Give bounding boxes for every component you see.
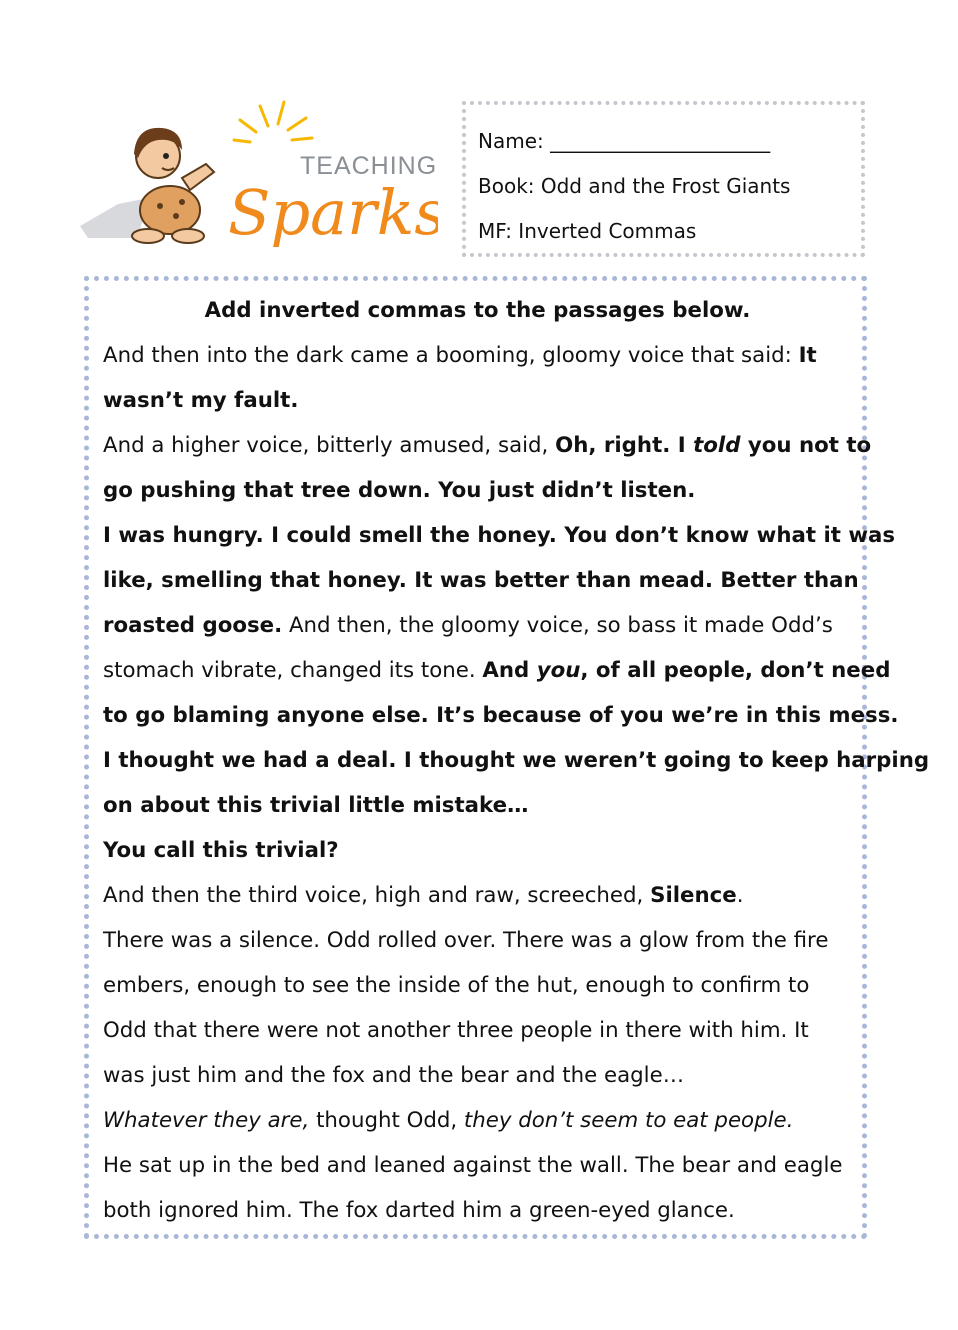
narration-text: both ignored him. The fox darted him a green-eyed glance.	[103, 1198, 735, 1223]
narration-text: There was a silence. Odd rolled over. There was a glow from the fire	[103, 928, 829, 953]
narration-text: thought Odd,	[309, 1108, 464, 1133]
passage-line	[103, 603, 852, 648]
passage-line	[103, 333, 852, 378]
passage-line	[103, 423, 872, 468]
passage-line	[103, 1053, 852, 1098]
speech-text: I thought we had a deal. I thought we weren’t going to keep harping	[103, 748, 930, 773]
passage-line	[103, 873, 852, 918]
instruction-heading: Add inverted commas to the passages below.	[204, 298, 751, 323]
narration-text: He sat up in the bed and leaned against the wall. The bear and eagle	[103, 1153, 843, 1178]
passage-line	[103, 918, 852, 963]
passage-line	[103, 738, 930, 783]
emphasis-text: you	[536, 658, 581, 683]
thought-text: they don’t seem to eat people.	[463, 1108, 794, 1133]
caveman-icon	[132, 128, 214, 243]
logo-word-sparks: Sparks	[228, 176, 438, 248]
speech-text: Oh, right. I	[555, 433, 694, 458]
narration-text: And then the third voice, high and raw, screeched,	[103, 883, 651, 908]
narration-text: And a higher voice, bitterly amused, said,	[103, 433, 556, 458]
speech-text: you not to	[740, 433, 872, 458]
passage-line	[103, 828, 852, 873]
book-line: Book: Odd and the Frost Giants	[478, 174, 791, 198]
speech-text: I was hungry. I could smell the honey. You don’t know what it was	[103, 523, 896, 548]
speech-text: It	[798, 343, 817, 368]
passage-line	[103, 1098, 852, 1143]
speech-text: go pushing that tree down. You just didn’t listen.	[103, 478, 696, 503]
narration-text: And then into the dark came a booming, gloomy voice that said:	[103, 343, 799, 368]
passage-line	[103, 558, 859, 603]
logo-graphic	[78, 98, 438, 248]
narration-text: embers, enough to see the inside of the hut, enough to confirm to	[103, 973, 810, 998]
passage-line	[103, 648, 891, 693]
passage-line	[103, 513, 896, 558]
speech-text: , of all people, don’t need	[580, 658, 891, 683]
narration-text: Odd that there were not another three people in there with him. It	[103, 1018, 809, 1043]
speech-text: wasn’t my fault.	[103, 388, 299, 413]
narration-text: was just him and the fox and the bear and the eagle…	[103, 1063, 684, 1088]
speech-text: like, smelling that honey. It was better than mead. Better than	[103, 568, 859, 593]
passage-box	[84, 276, 930, 1239]
name-line: Name: ______________________	[478, 129, 771, 153]
passage-line	[103, 1143, 852, 1188]
speech-text: roasted goose.	[103, 613, 283, 638]
sparkle-rays-icon	[234, 102, 312, 142]
logo-word-teaching: TEACHING	[300, 152, 438, 180]
student-info-box	[462, 101, 865, 257]
passage-line	[103, 783, 852, 828]
passage-line	[103, 1188, 852, 1233]
emphasis-text: told	[693, 433, 741, 458]
passage-line	[103, 963, 852, 1008]
narration-text: And then, the gloomy voice, so bass it made Odd’s	[282, 613, 833, 638]
passage-line	[103, 1008, 852, 1053]
speech-text: And	[482, 658, 537, 683]
thought-text: Whatever they are,	[103, 1108, 310, 1133]
passage-line	[103, 468, 852, 513]
narration-text: stomach vibrate, changed its tone.	[103, 658, 483, 683]
passage-line	[103, 378, 852, 423]
teaching-sparks-logo	[78, 98, 438, 248]
speech-text: to go blaming anyone else. It’s because of you we’re in this mess.	[103, 703, 899, 728]
speech-text: Silence	[650, 883, 737, 908]
speech-text: You call this trivial?	[103, 838, 339, 863]
passage-line	[103, 693, 899, 738]
narration-text: .	[736, 883, 744, 908]
speech-text: on about this trivial little mistake…	[103, 793, 529, 818]
mf-line: MF: Inverted Commas	[478, 219, 697, 243]
